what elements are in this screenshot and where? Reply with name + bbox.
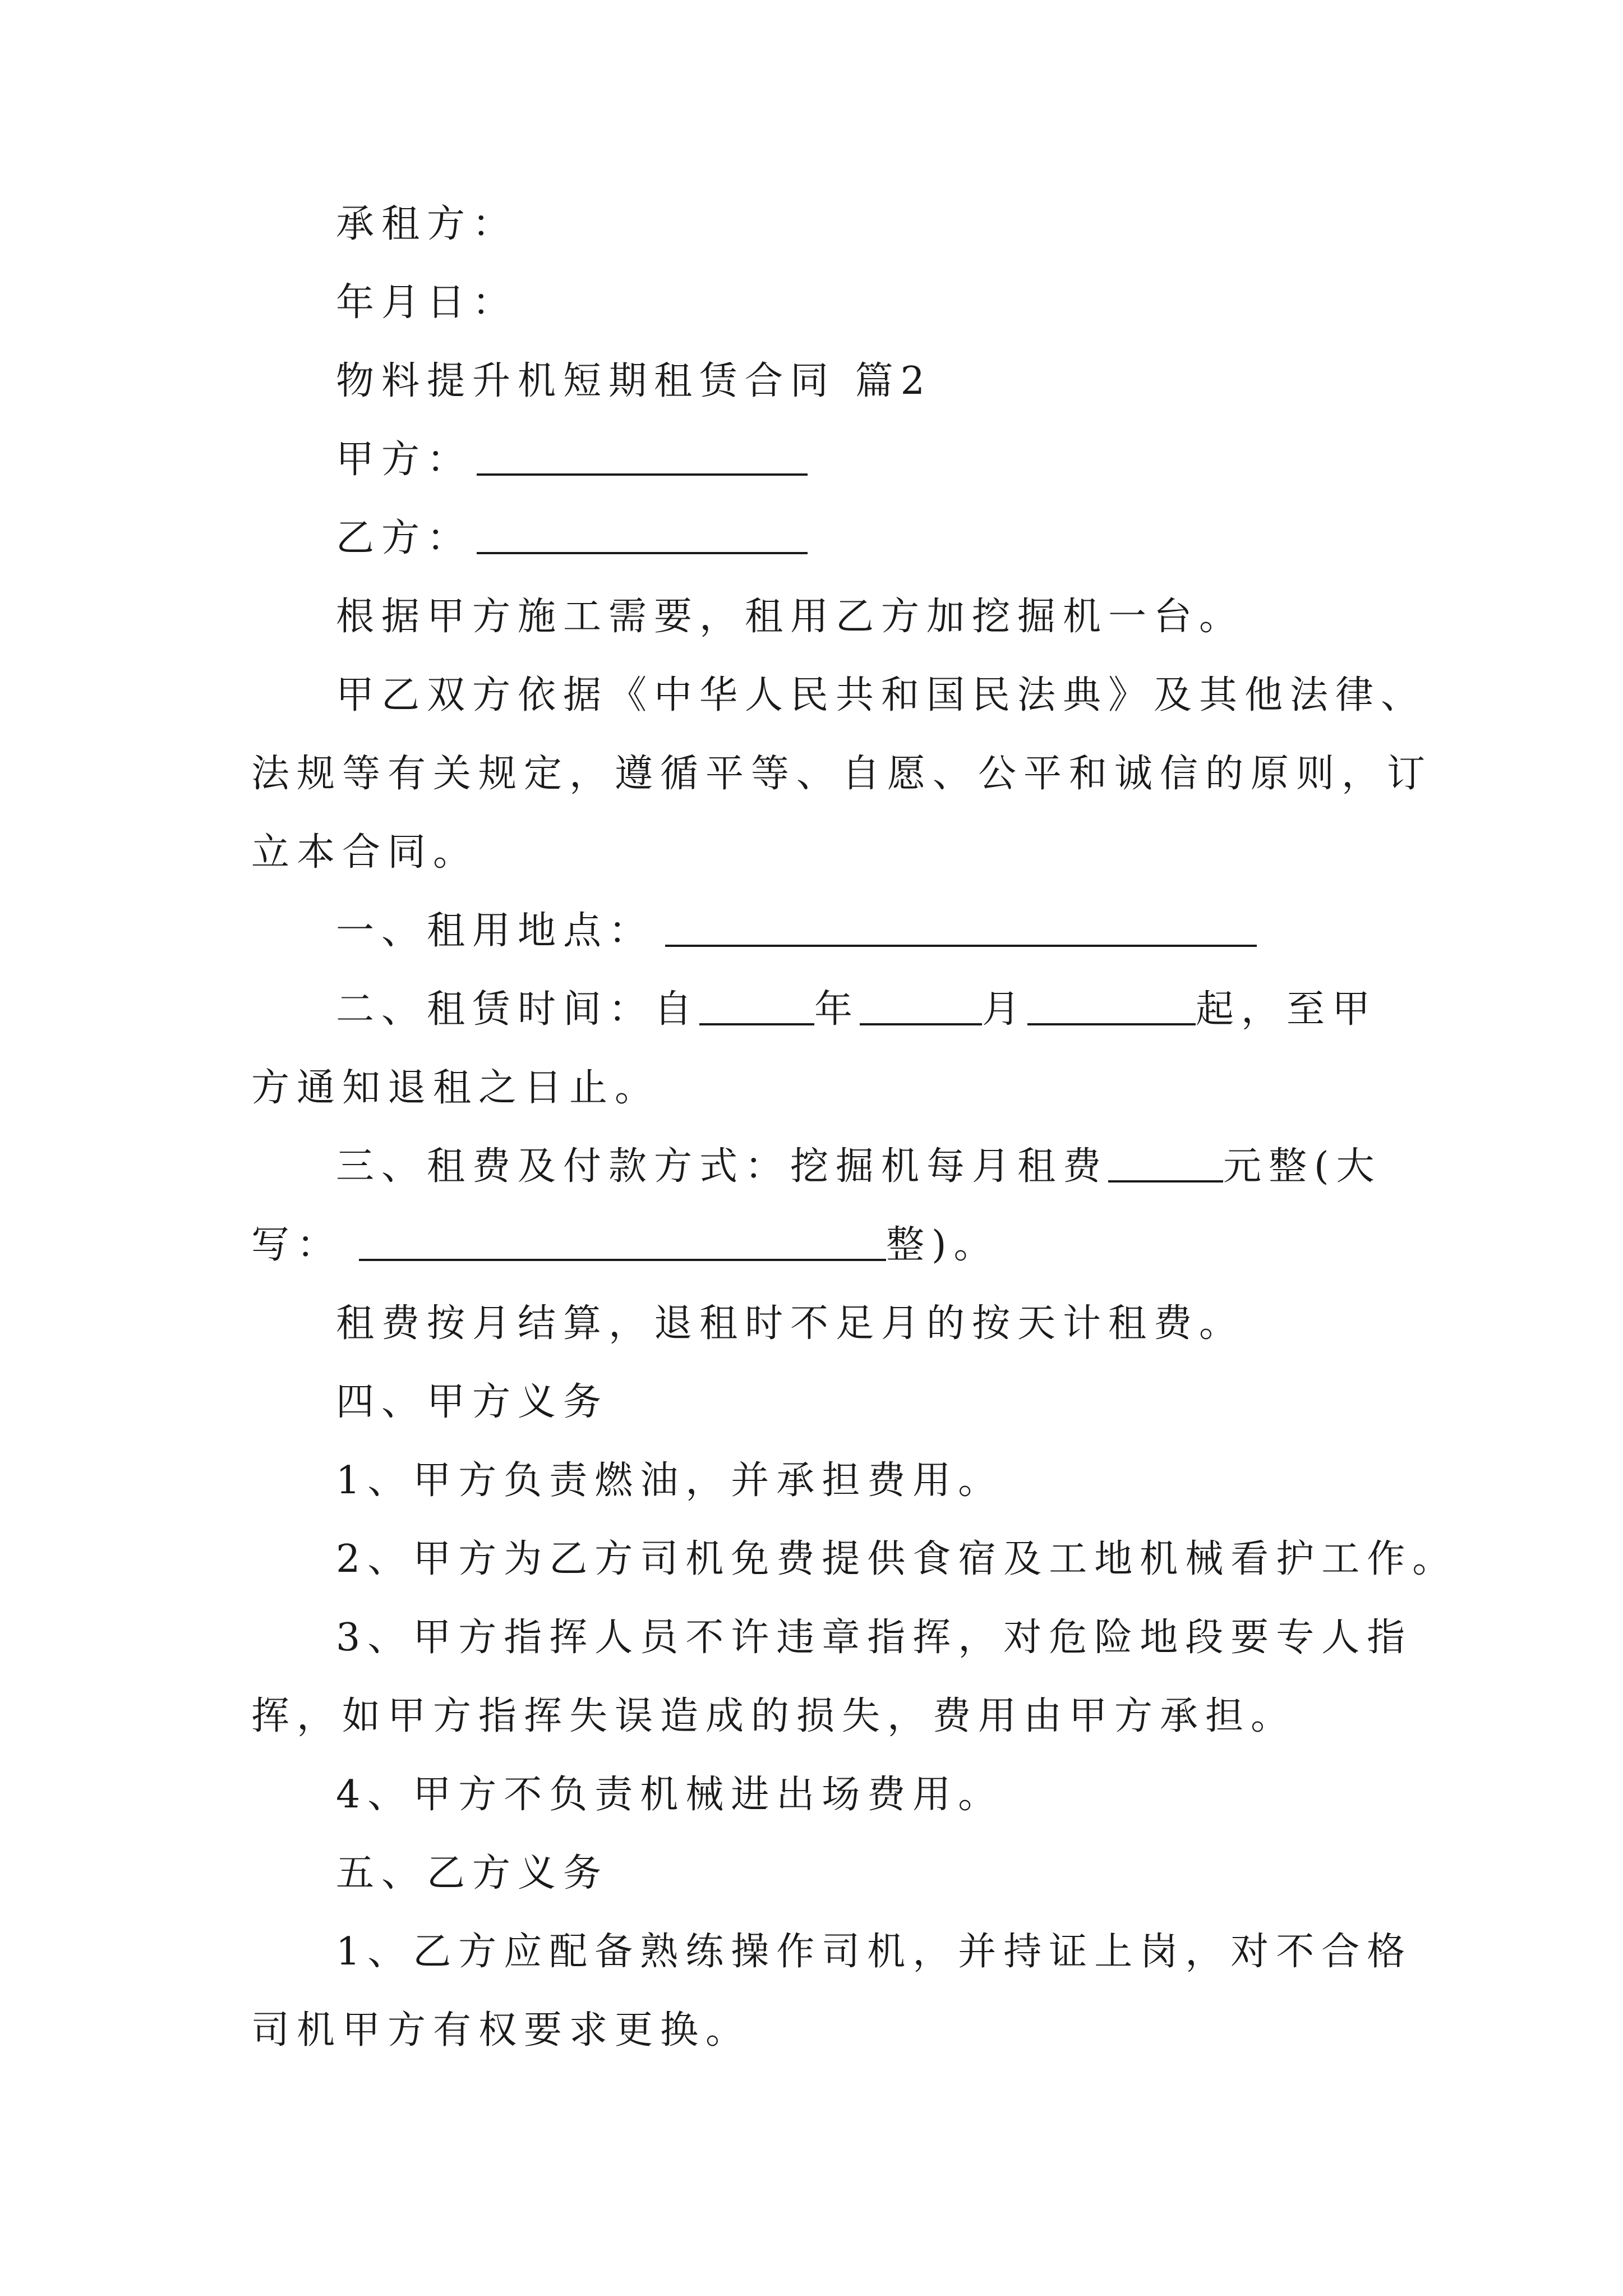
basis-paragraph-line-3 [251,813,1395,892]
party-b-line [251,499,1395,578]
term-prefix: 二、租赁时间：自 [336,987,700,1032]
term-month-label: 月 [982,987,1028,1032]
date-line [251,264,1395,342]
contract-heading [251,342,1395,421]
monthly-fee-blank [1108,1144,1223,1182]
party-b-blank [477,516,808,554]
party-a-duty-3-part-1: 3、甲方指挥人员不许违章指挥，对危险地段要专人指 [336,1616,1413,1660]
party-b-duties-title: 五、乙方义务 [336,1851,609,1895]
party-a-label: 甲方： [336,438,473,482]
term-month-blank [860,987,982,1025]
fee-prefix: 三、租费及付款方式：挖掘机每月租费 [336,1144,1109,1189]
contract-title: 物料提升机短期租赁合同 篇2 [336,359,932,403]
lessee-label: 承租方： [336,202,518,246]
location-label: 一、租用地点： [336,909,654,953]
fee-suffix: 元整(大 [1223,1144,1382,1189]
party-a-duty-2: 2、甲方为乙方司机免费提供食宿及工地机械看护工作。 [336,1537,1458,1581]
party-a-duty-3-part-2: 挥，如甲方指挥失误造成的损失，费用由甲方承担。 [251,1694,1297,1738]
term-suffix: 起，至甲 [1196,987,1378,1032]
section-3-fee-line-2 [251,1206,1395,1285]
party-b-duty-1-part-1: 1、乙方应配备熟练操作司机，并持证上岗，对不合格 [336,1930,1413,1974]
basis-text-3: 立本合同。 [251,830,479,875]
fee-uppercase-label: 写： [251,1223,343,1267]
section-5-item-1-line-2 [251,1991,1395,2070]
fee-uppercase-blank [359,1223,886,1261]
section-3-fee-line-1 [251,1128,1395,1206]
lessee-signature-line [251,185,1395,264]
basis-paragraph-line-2 [251,735,1433,813]
section-4-item-4 [251,1756,1395,1834]
term-year-label: 年 [814,987,860,1032]
party-b-label: 乙方： [336,516,473,560]
document-body [251,185,1458,2070]
party-b-duty-1-part-2: 司机甲方有权要求更换。 [251,2008,751,2053]
section-2-term-line-2 [251,1049,1395,1128]
section-5-item-1-line-1 [251,1913,1413,1991]
section-4-item-2 [251,1520,1458,1599]
section-4-item-3-line-2 [251,1677,1395,1756]
basis-text-1: 甲乙双方依据《中华人民共和国民法典》及其他法律、 [336,673,1427,717]
fee-uppercase-suffix: 整)。 [886,1223,999,1267]
party-a-duty-1: 1、甲方负责燃油，并承担费用。 [336,1458,1004,1503]
section-1-location [251,892,1395,970]
section-5-title [251,1834,1395,1913]
term-day-blank [1027,987,1196,1025]
purpose-paragraph [251,578,1395,656]
section-4-item-1 [251,1442,1395,1520]
basis-text-2: 法规等有关规定，遵循平等、自愿、公平和诚信的原则，订 [251,752,1433,796]
billing-paragraph [251,1285,1395,1363]
basis-paragraph-line-1 [251,656,1427,735]
billing-text: 租费按月结算，退租时不足月的按天计租费。 [336,1301,1245,1346]
party-a-line [251,421,1395,499]
party-a-duty-4: 4、甲方不负责机械进出场费用。 [336,1773,1004,1817]
purpose-text: 根据甲方施工需要，租用乙方加挖掘机一台。 [336,595,1245,639]
party-a-blank [477,438,808,476]
section-4-title [251,1363,1395,1442]
term-line-2: 方通知退租之日止。 [251,1066,661,1110]
section-4-item-3-line-1 [251,1599,1413,1677]
location-blank [665,909,1257,947]
date-label: 年月日： [336,280,518,325]
section-2-term-line-1 [251,970,1395,1049]
party-a-duties-title: 四、甲方义务 [336,1380,609,1424]
term-year-blank [699,987,814,1025]
